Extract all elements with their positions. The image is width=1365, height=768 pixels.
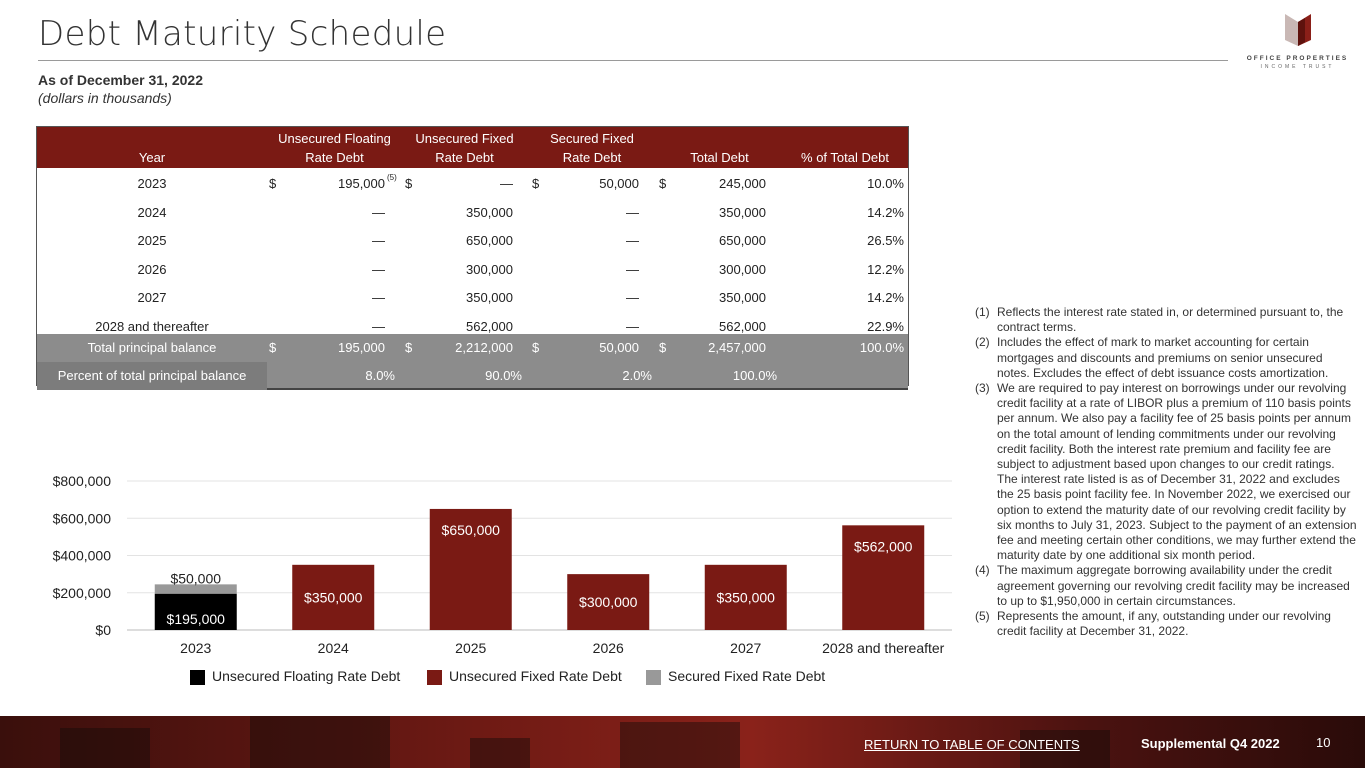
cell-total: 650,000: [719, 233, 766, 249]
cell-floating: —: [372, 233, 385, 249]
cell-sec-fixed: —: [626, 233, 639, 249]
row-year: 2023: [137, 176, 167, 191]
table-row: [37, 284, 908, 312]
row-year: 2025: [137, 233, 167, 249]
cell-floating: 195,000: [338, 176, 385, 191]
row-year: 2028 and thereafter: [95, 319, 209, 334]
legend-item-secured-fixed: [646, 668, 825, 684]
dollar-sign: $: [532, 176, 540, 191]
dollar-sign: $: [659, 340, 667, 355]
data-label: $350,000: [304, 589, 363, 606]
footnote-text: Includes the effect of mark to market accounting for certain mortgages and discounts and premiums on senior unsecured notes. Excludes the effect of debt issuance costs amortization.: [997, 335, 1329, 380]
footnote: [975, 381, 1357, 563]
y-tick-label: $600,000: [52, 510, 111, 527]
header-pct-total: % of Total Debt: [801, 150, 889, 165]
y-tick-label: $400,000: [52, 547, 111, 564]
footnote-number: (3): [975, 381, 990, 396]
header-floating-l1: Unsecured Floating: [278, 131, 391, 146]
logo-mark-icon: [1283, 12, 1313, 48]
title-divider: [38, 60, 1228, 61]
y-tick-label: $200,000: [52, 584, 111, 601]
cell-total: 300,000: [719, 261, 766, 277]
x-tick-label: 2025: [455, 640, 487, 656]
dollar-sign: $: [405, 176, 413, 191]
cell-unsec-fixed: 350,000: [466, 290, 513, 306]
company-logo: [1240, 12, 1355, 82]
cell-floating: —: [372, 204, 385, 220]
footnote: [975, 335, 1357, 381]
data-label: $50,000: [170, 570, 222, 587]
footnote-text: Represents the amount, if any, outstanding under our revolving credit facility at December 31, 2022.: [997, 609, 1331, 639]
building-silhouette: [470, 738, 530, 768]
header-sec-fixed-l1: Secured Fixed: [550, 131, 634, 146]
cell-unsec-fixed: —: [500, 176, 513, 191]
footnote-text: Reflects the interest rate stated in, or determined pursuant to, the contract terms.: [997, 305, 1344, 335]
data-label: $300,000: [579, 594, 638, 611]
cell-total: 350,000: [719, 204, 766, 220]
cell-pct: 14.2%: [867, 204, 904, 220]
building-silhouette: [250, 716, 390, 768]
dollar-sign: $: [532, 340, 540, 355]
row-year: 2026: [137, 261, 167, 277]
percent-total-row-label-bg: [37, 362, 267, 390]
pct-unsec-fixed: 90.0%: [485, 368, 522, 383]
cell-sec-fixed: —: [626, 261, 639, 277]
legend-label: Secured Fixed Rate Debt: [668, 668, 826, 684]
building-silhouette: [60, 728, 150, 768]
cell-total: 245,000: [719, 176, 766, 191]
pct-total: 100.0%: [732, 368, 777, 383]
data-label: $195,000: [166, 610, 225, 627]
debt-maturity-table: [36, 126, 909, 386]
footnote-text: The maximum aggregate borrowing availability under the credit agreement governing our revolving credit facility may be increased to up to $1,950,000 in certain circumstances.: [997, 563, 1350, 608]
supplemental-label: Supplemental Q4 2022: [1141, 736, 1280, 751]
footnote-text: We are required to pay interest on borrowings under our revolving credit facility at a rate of LIBOR plus a premium of 110 basis points per annum. We also pay a facility fee of 25 basis points per annum on the total amount of lending commitments under our revolving credit facility. Both the interest rate premium and facility fee are subject to adjustment based upon changes to our credit ratings. The interest rate listed is as of December 31, 2022 and excludes the 25 basis point facility fee. In November 2022, we exercised our option to extend the maturity date of our revolving credit facility by six months to July 31, 2023. Subject to the payment of an extension fee and meeting certain other conditions, we may further extend the maturity date by one additional six month period.: [997, 381, 1357, 563]
x-tick-label: 2026: [592, 640, 624, 656]
building-silhouette: [620, 722, 740, 768]
header-unsec-fixed-l1: Unsecured Fixed: [415, 131, 514, 146]
pct-floating: 8.0%: [365, 368, 395, 383]
cell-unsec-fixed: 650,000: [466, 233, 513, 249]
legend-swatch: [427, 670, 442, 685]
cell-floating: —: [372, 261, 385, 277]
x-tick-label: 2027: [730, 640, 762, 656]
footnotes: [975, 305, 1357, 639]
table-row: [37, 256, 908, 284]
total-total: 2,457,000: [708, 340, 766, 355]
cell-sec-fixed: 50,000: [599, 176, 639, 191]
logo-name: OFFICE PROPERTIES: [1246, 55, 1349, 62]
footnote: [975, 609, 1357, 639]
dollar-sign: $: [659, 176, 667, 191]
legend-swatch: [646, 670, 661, 685]
footnote-number: (5): [975, 609, 990, 624]
cell-pct: 22.9%: [867, 319, 904, 334]
table-header: [37, 127, 908, 168]
data-label: $562,000: [854, 538, 913, 555]
page-title: Debt Maturity Schedule: [38, 14, 447, 54]
total-sec-fixed: 50,000: [599, 340, 639, 355]
legend-label: Unsecured Floating Rate Debt: [212, 668, 401, 684]
dollar-sign: $: [405, 340, 413, 355]
return-to-toc-link[interactable]: RETURN TO TABLE OF CONTENTS: [864, 737, 1080, 752]
percent-label: Percent of total principal balance: [57, 368, 247, 383]
legend-item-floating: [190, 668, 400, 684]
as-of-date: As of December 31, 2022: [38, 72, 203, 88]
table-row: [37, 227, 908, 255]
footnote: [975, 563, 1357, 609]
header-floating-l2: Rate Debt: [305, 150, 364, 165]
legend-label: Unsecured Fixed Rate Debt: [449, 668, 622, 684]
cell-pct: 12.2%: [867, 261, 904, 277]
pct-sec-fixed: 2.0%: [622, 368, 652, 383]
cell-unsec-fixed: 350,000: [466, 204, 513, 220]
footnote: [975, 305, 1357, 335]
header-sec-fixed-l2: Rate Debt: [562, 150, 622, 165]
y-tick-label: $800,000: [52, 473, 111, 489]
x-tick-label: 2024: [317, 640, 349, 656]
cell-total: 350,000: [719, 290, 766, 306]
row-year: 2024: [137, 204, 167, 220]
cell-pct: 10.0%: [867, 176, 904, 191]
legend-swatch: [190, 670, 205, 685]
data-label: $350,000: [716, 589, 775, 606]
cell-floating: —: [372, 290, 385, 306]
total-label: Total principal balance: [87, 340, 217, 355]
data-label: $650,000: [441, 521, 500, 538]
cell-sec-fixed: —: [626, 319, 639, 334]
y-tick-label: $0: [95, 622, 111, 638]
footnote-number: (1): [975, 305, 990, 319]
row-year: 2027: [137, 290, 167, 306]
units-note: (dollars in thousands): [38, 90, 172, 106]
page-number: 10: [1316, 735, 1331, 750]
header-unsec-fixed-l2: Rate Debt: [435, 150, 494, 165]
footnote-number: (4): [975, 563, 990, 578]
total-unsec-fixed: 2,212,000: [455, 340, 513, 355]
header-year: Year: [138, 150, 166, 165]
cell-unsec-fixed: 300,000: [466, 261, 513, 277]
header-total-debt: Total Debt: [690, 150, 749, 165]
logo-subtitle: INCOME TRUST: [1260, 64, 1335, 70]
dollar-sign: $: [269, 176, 277, 191]
legend-item-unsecured-fixed: [427, 668, 622, 684]
cell-total: 562,000: [719, 319, 766, 334]
table-row: [37, 199, 908, 227]
percent-total-row: [267, 362, 908, 390]
total-floating: 195,000: [338, 340, 385, 355]
footnote-ref: (5): [387, 173, 397, 182]
cell-pct: 26.5%: [867, 233, 904, 249]
dollar-sign: $: [269, 340, 277, 355]
x-tick-label: 2023: [180, 640, 212, 656]
cell-sec-fixed: —: [626, 204, 639, 220]
debt-maturity-chart: [40, 470, 955, 700]
cell-unsec-fixed: 562,000: [466, 319, 513, 334]
total-principal-row: [37, 334, 908, 362]
footnote-number: (2): [975, 335, 990, 350]
table-row: [37, 170, 908, 198]
cell-floating: —: [372, 319, 385, 334]
cell-sec-fixed: —: [626, 290, 639, 306]
x-tick-label: 2028 and thereafter: [822, 640, 945, 656]
total-pct: 100.0%: [859, 340, 904, 355]
cell-pct: 14.2%: [867, 290, 904, 306]
